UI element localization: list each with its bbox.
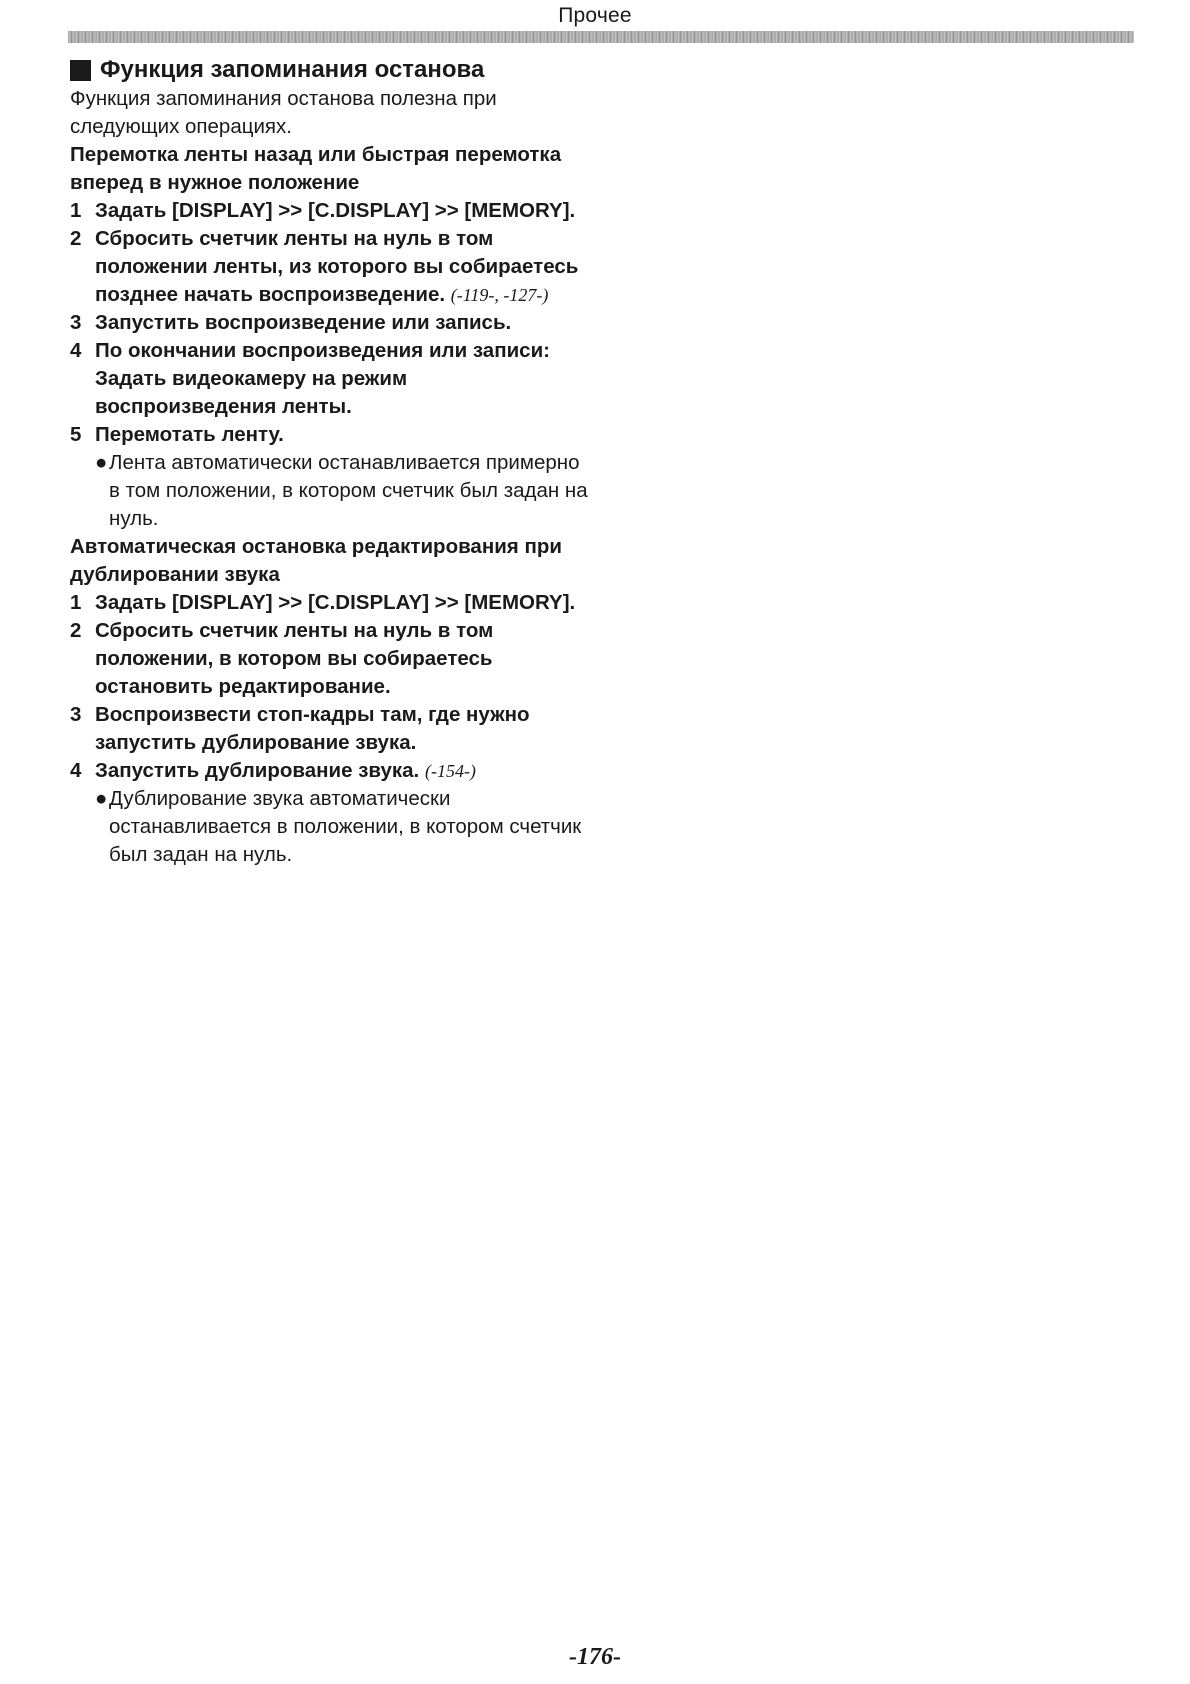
section2-step-2 [70,617,590,701]
step-number: 2 [70,227,82,250]
step-body [95,337,590,421]
bullet-icon: ● [95,451,108,474]
page-title: Функция запоминания останова [100,56,485,83]
page-number: -176- [569,1644,621,1670]
step-number: 2 [70,619,82,642]
section1-heading: Перемотка ленты назад или быстрая перемотка вперед в нужное положение [70,143,562,194]
header-rule [68,31,1134,43]
section2-heading: Автоматическая остановка редактирования при дублировании звука [70,535,562,586]
section2-step-4 [70,757,590,785]
step-number: 5 [70,423,82,446]
step-text: Запустить дублирование звука. [95,759,420,782]
section1-step-5 [70,421,590,449]
section1-step-3 [70,309,590,337]
section1-step-1 [70,197,590,225]
bullet-icon: ● [95,787,108,810]
bullet-text: Лента автоматически останавливается примерно в том положении, в котором счетчик был задан на нуль. [109,451,588,530]
step-text: Задать [DISPLAY] >> [C.DISPLAY] >> [MEMORY]. [95,199,576,222]
bullet-text: Дублирование звука автоматически останавливается в положении, в котором счетчик был задан на нуль. [109,787,582,866]
step-text: Воспроизвести стоп-кадры там, где нужно запустить дублирование звука. [95,703,530,754]
section1-step-4 [70,337,590,421]
section1-step-2 [70,225,590,309]
black-square-icon [70,60,91,81]
section1-bullet [70,449,590,533]
step-number: 1 [70,591,82,614]
step-text: Сбросить счетчик ленты на нуль в том положении ленты, из которого вы собираетесь позднее начать воспроизведение. [95,227,579,306]
section2-step-3 [70,701,590,757]
step-text-continued: Задать видеокамеру на режим воспроизведения ленты. [95,367,408,418]
step-text: По окончании воспроизведения или записи: [95,339,551,362]
step-number: 3 [70,311,82,334]
step-number: 3 [70,703,82,726]
section-label: Прочее [558,4,632,27]
step-number: 4 [70,759,82,782]
step-text: Перемотать ленту. [95,423,284,446]
title-row [70,55,590,85]
page-reference: (-119-, -127-) [450,285,549,305]
step-body [95,225,590,309]
page-content [70,55,590,869]
step-text: Сбросить счетчик ленты на нуль в том положении, в котором вы собираетесь остановить редактирование. [95,619,494,698]
section2-step-1 [70,589,590,617]
page-reference: (-154-) [424,761,476,781]
step-text: Задать [DISPLAY] >> [C.DISPLAY] >> [MEMORY]. [95,591,576,614]
step-number: 1 [70,199,82,222]
step-body [95,757,590,785]
section2-bullet [70,785,590,869]
intro-text: Функция запоминания останова полезна при следующих операциях. [70,87,497,138]
step-number: 4 [70,339,82,362]
step-text: Запустить воспроизведение или запись. [95,311,512,334]
